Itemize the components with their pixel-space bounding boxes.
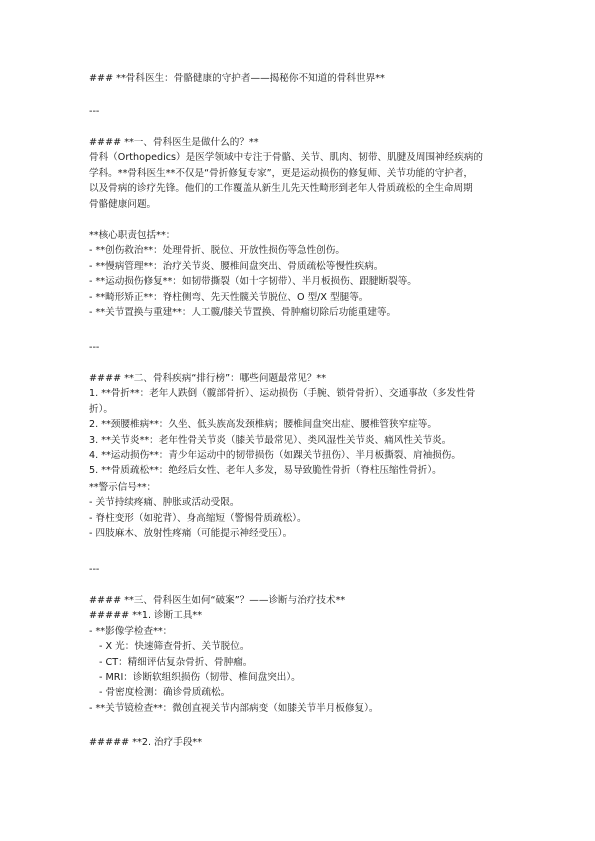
document-title <box>89 71 519 86</box>
section-1-intro-line: 学科。**骨科医生**不仅是“骨折修复专家”，更是运动损伤的修复师、关节功能的守护者， <box>89 167 474 179</box>
subsection-heading: ##### **1. 诊断工具** <box>89 610 203 622</box>
list-item: - X 光：快速筛查骨折、关节脱位。 <box>99 641 250 653</box>
list-item: 3. **关节炎**：老年性骨关节炎（膝关节最常见）、类风湿性关节炎、痛风性关节炎。 <box>89 434 452 446</box>
list-item: - 骨密度检测：确诊骨质疏松。 <box>99 687 231 699</box>
list-item: 4. **运动损伤**：青少年运动中的韧带损伤（如踝关节扭伤）、半月板撕裂、肩袖损伤。 <box>89 450 461 462</box>
section-2-warnings <box>89 480 519 542</box>
list-item: - **畸形矫正**：脊柱侧弯、先天性髋关节脱位、O 型/X 型腿等。 <box>89 291 369 303</box>
list-item: 2. **颈腰椎病**：久坐、低头族高发颈椎病；腰椎间盘突出症、腰椎管狭窄症等。 <box>89 419 437 431</box>
imaging-label: - **影像学检查**： <box>89 625 173 637</box>
warning-label: **警示信号**： <box>89 482 157 493</box>
divider-text: --- <box>89 106 100 117</box>
list-item: 5. **骨质疏松**：绝经后女性、老年人多发，易导致脆性骨折（脊柱压缩性骨折）。 <box>89 465 442 477</box>
list-item: - CT：精细评估复杂骨折、骨肿瘤。 <box>99 656 253 668</box>
list-item: - **运动损伤修复**：如韧带撕裂（如十字韧带）、半月板损伤、跟腱断裂等。 <box>89 276 417 288</box>
list-item: - 四肢麻木、放射性疼痛（可能提示神经受压）。 <box>89 528 293 540</box>
divider <box>89 562 519 577</box>
list-item: - **创伤救治**：处理骨折、脱位、开放性损伤等急性创伤。 <box>89 245 345 257</box>
list-item: - 关节持续疼痛、肿胀或活动受限。 <box>89 497 240 509</box>
divider-text: --- <box>89 564 100 575</box>
section-1-intro-line: 骨科（Orthopedics）是医学领域中专注于骨骼、关节、肌肉、韧带、肌腱及周围神经疾病的 <box>89 152 484 164</box>
list-item: 1. **骨折**：老年人跌倒（髋部骨折）、运动损伤（手腕、锁骨骨折）、交通事故（多发性骨 <box>89 388 476 400</box>
section-1-intro-line: 骨骼健康问题。 <box>89 198 157 210</box>
section-3 <box>89 593 519 716</box>
subsection-heading: ##### **2. 治疗手段** <box>89 737 203 748</box>
section-1-intro-line: 以及骨病的诊疗先锋。他们的工作覆盖从新生儿先天性畸形到老年人骨质疏松的全生命周期 <box>89 183 473 195</box>
list-item: - **关节置换与重建**：人工髋/膝关节置换、骨肿瘤切除后功能重建等。 <box>89 307 397 319</box>
section-1-heading: #### **一、骨科医生是做什么的？** <box>89 137 259 148</box>
list-item: - **关节镜检查**：微创直视关节内部病变（如膝关节半月板修复）。 <box>89 702 379 714</box>
divider <box>89 340 519 355</box>
divider-text: --- <box>89 342 100 353</box>
section-2 <box>89 371 519 479</box>
subsection <box>89 735 519 750</box>
duties-label: **核心职责包括**： <box>89 230 176 241</box>
list-item: - **慢病管理**：治疗关节炎、腰椎间盘突出、骨质疏松等慢性疾病。 <box>89 260 384 272</box>
divider <box>89 104 519 119</box>
title-text: ### **骨科医生：骨骼健康的守护者——揭秘你不知道的骨科世界** <box>89 73 385 84</box>
section-3-heading: #### **三、骨科医生如何“破案”？——诊断与治疗技术** <box>89 595 346 606</box>
section-1-duties <box>89 228 519 320</box>
list-item: - 脊柱变形（如驼背）、身高缩短（警惕骨质疏松）。 <box>89 512 307 524</box>
list-item: - MRI：诊断软组织损伤（韧带、椎间盘突出）。 <box>99 672 301 684</box>
list-item: 折）。 <box>89 403 113 415</box>
section-1 <box>89 135 519 212</box>
section-2-heading: #### **二、骨科疾病“排行榜”：哪些问题最常见？** <box>89 373 327 384</box>
